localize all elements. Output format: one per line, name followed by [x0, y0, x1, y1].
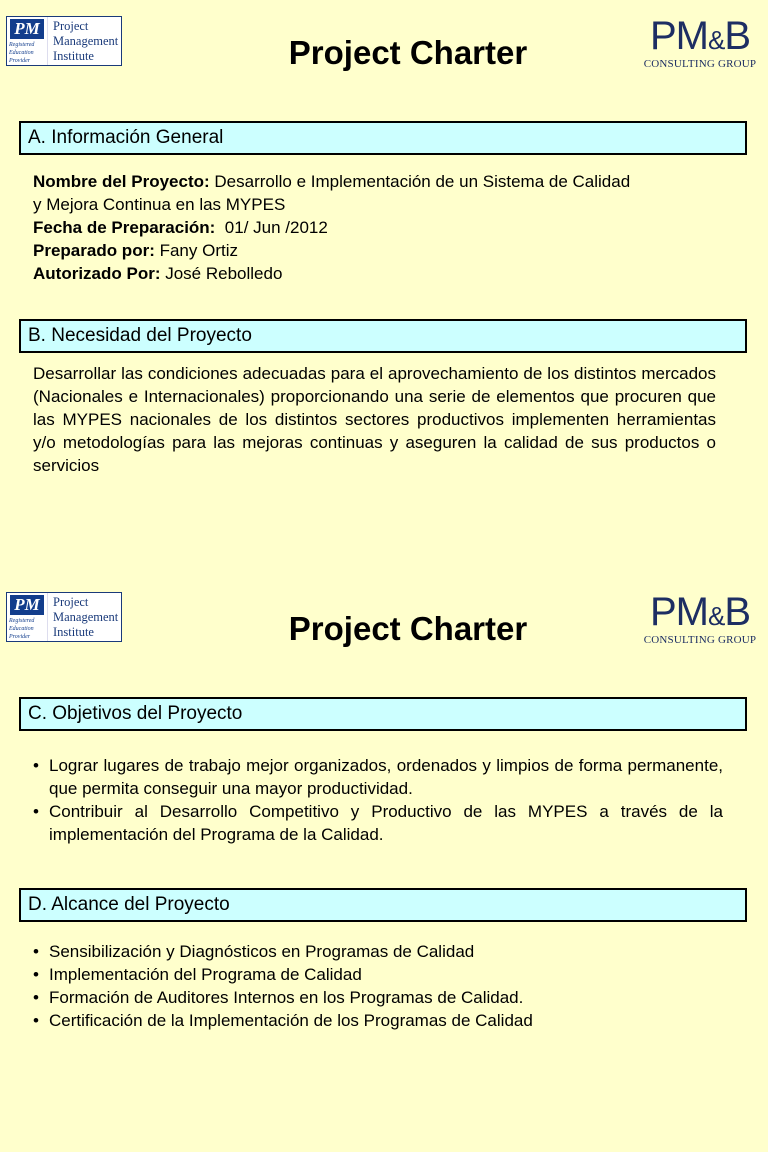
alcance-list	[33, 940, 723, 1032]
section-header-c: C. Objetivos del Proyecto	[19, 697, 747, 731]
section-header-b: B. Necesidad del Proyecto	[19, 319, 747, 353]
slide-2	[0, 576, 768, 1152]
list-item: • Contribuir al Desarrollo Competitivo y Productivo de las MYPES a través de la implementación del Programa de la Calidad.	[33, 800, 723, 846]
objetivos-list	[33, 754, 723, 846]
pmi-logo: PM Registered Education Provider Project Management Institute	[6, 592, 122, 642]
list-item: • Sensibilización y Diagnósticos en Programas de Calidad	[33, 940, 723, 963]
list-item: • Certificación de la Implementación de los Programas de Calidad	[33, 1009, 723, 1032]
necesidad-text: Desarrollar las condiciones adecuadas para el aprovechamiento de los distintos mercados (Nacionales e Internacionales) proporcionando una serie de elementos que procuren que las MYPES nacionales de los distintos sectores productivos implementen herramientas y/o metodologías para las mejoras continuas y aseguren la calidad de sus productos o servicios	[33, 364, 716, 475]
page-title: Project Charter	[288, 34, 528, 71]
page-title: Project Charter	[288, 610, 528, 647]
list-item: • Formación de Auditores Internos en los Programas de Calidad.	[33, 986, 723, 1009]
pmi-logo: PM Registered Education Provider Project Management Institute	[6, 16, 122, 66]
general-info: Nombre del Proyecto: Desarrollo e Implementación de un Sistema de Calidad y Mejora Continua en las MYPES Fecha de Preparación: 01/ Jun /2012 Preparado por: Fany Ortiz Autorizado Por: José Rebolledo	[33, 172, 631, 283]
pmb-logo: PM&B CONSULTING GROUP	[643, 590, 757, 646]
section-header-d: D. Alcance del Proyecto	[19, 888, 747, 922]
pmi-mark-icon: PM Registered Education Provider	[7, 17, 48, 65]
list-item: • Lograr lugares de trabajo mejor organizados, ordenados y limpios de forma permanente, que permita conseguir una mayor productividad.	[33, 754, 723, 800]
pmb-logo: PM&B CONSULTING GROUP	[643, 14, 757, 70]
list-item: • Implementación del Programa de Calidad	[33, 963, 723, 986]
pmi-mark-icon: PM Registered Education Provider	[7, 593, 48, 641]
section-header-a: A. Información General	[19, 121, 747, 155]
